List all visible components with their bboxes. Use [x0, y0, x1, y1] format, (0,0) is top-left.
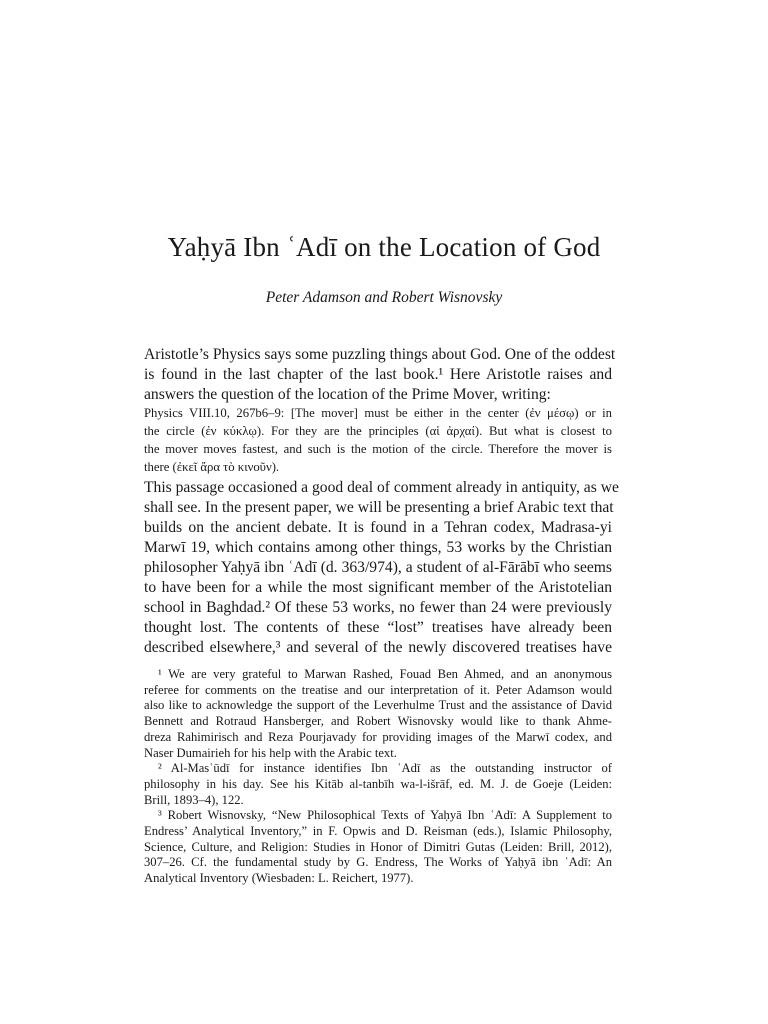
text-line: This passage occasioned a good deal of comment already in antiquity, as we: [144, 479, 619, 496]
text-line: Science, Culture, and Religion: Studies in Honor of Dimitri Gutas (Leiden: Brill, 2012),: [144, 839, 612, 854]
text-line: Analytical Inventory (Wiesbaden: L. Reichert, 1977).: [144, 871, 414, 886]
text-line: Physics VIII.10, 267b6–9: [The mover] must be either in the center (ἐν μέσῳ) or in: [144, 406, 612, 420]
text-line: the mover moves fastest, and such is the motion of the circle. Therefore the mover is: [144, 442, 612, 456]
text-line: Brill, 1893–4), 122.: [144, 792, 244, 807]
body-paragraph-intro: [144, 345, 616, 405]
text-line: ¹ We are very grateful to Marwan Rashed, Fouad Ben Ahmed, and an anonymous: [158, 667, 612, 681]
text-line: 307–26. Cf. the fundamental study by G. Endress, The Works of Yaḥyā ibn ʿAdī: An: [144, 855, 612, 870]
text-line: to have been for a while the most significant member of the Aristotelian: [144, 579, 612, 596]
footnote-1: [144, 667, 612, 761]
text-line: dreza Rahimirisch and Reza Pourjavady for providing images of the Marwī codex, and: [144, 729, 612, 744]
text-line: the circle (ἐν κύκλῳ). For they are the principles (αἱ ἀρχαί). But what is closest to: [144, 424, 612, 438]
body-paragraph-main: [144, 478, 619, 658]
text-line: Aristotle’s Physics says some puzzling things about God. One of the oddest: [144, 346, 616, 363]
text-line: there (ἐκεῖ ἄρα τὸ κινοῦν).: [144, 460, 280, 474]
text-line: school in Baghdad.² Of these 53 works, no fewer than 24 were previously: [144, 599, 612, 616]
footnotes: [144, 667, 612, 887]
text-line: described elsewhere,³ and several of the newly discovered treatises have: [144, 639, 612, 656]
text-line: referee for comments on the treatise and our interpretation of it. Peter Adamson would: [144, 682, 612, 697]
text-line: thought lost. The contents of these “lost” treatises have already been: [144, 619, 612, 636]
article-authors: Peter Adamson and Robert Wisnovsky: [265, 289, 503, 306]
text-line: is found in the last chapter of the last book.¹ Here Aristotle raises and: [144, 366, 612, 383]
article-title: Yaḥyā Ibn ʿAdī on the Location of God: [167, 232, 601, 262]
footnote-2: [144, 761, 612, 808]
text-line: ³ Robert Wisnovsky, “New Philosophical Texts of Yaḥyā Ibn ʿAdī: A Supplement to: [158, 808, 612, 823]
text-line: answers the question of the location of the Prime Mover, writing:: [144, 386, 551, 403]
text-line: Bennett and Rotraud Hansberger, and Robert Wisnovsky would like to thank Ahme-: [144, 714, 612, 729]
text-line: ² Al-Masʿūdī for instance identifies Ibn ʿAdī as the outstanding instructor of: [158, 761, 612, 776]
text-line: Endress’ Analytical Inventory,” in F. Opwis and D. Reisman (eds.), Islamic Philosophy,: [144, 824, 612, 839]
text-line: philosophy in his day. See his Kitāb al-tanbīh wa-l-išrāf, ed. M. J. de Goeje (Leiden:: [144, 776, 612, 791]
text-line: philosopher Yaḥyā ibn ʿAdī (d. 363/974), a student of al-Fārābī who seems: [144, 559, 612, 576]
text-line: builds on the ancient debate. It is found in a Tehran codex, Madrasa-yi: [144, 519, 612, 536]
text-line: also like to acknowledge the support of the Leverhulme Trust and the assistance of David: [144, 698, 612, 713]
text-line: Marwī 19, which contains among other things, 53 works by the Christian: [144, 539, 612, 556]
block-quotation: [144, 404, 612, 476]
footnote-3: [144, 808, 612, 887]
text-line: Naser Dumairieh for his help with the Arabic text.: [144, 745, 397, 760]
text-line: shall see. In the present paper, we will be presenting a brief Arabic text that: [144, 499, 614, 516]
